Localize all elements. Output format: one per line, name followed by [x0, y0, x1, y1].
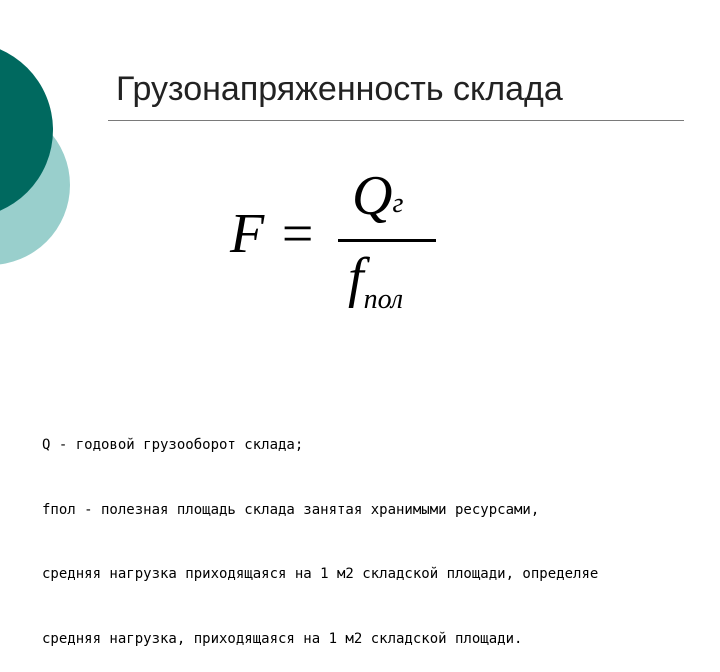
numerator-subscript: г	[392, 188, 404, 219]
note-line: средняя нагрузка приходящаяся на 1 м2 складской площади, определяе	[42, 566, 599, 582]
decorative-circles	[0, 0, 120, 300]
denominator-subscript: пол	[363, 284, 404, 315]
denominator-symbol: f	[348, 247, 364, 309]
formula-lhs: F =	[230, 203, 316, 265]
note-line: Q - годовой грузооборот склада;	[42, 437, 304, 453]
numerator-symbol: Q	[352, 165, 393, 227]
formula-denominator	[348, 247, 404, 315]
fraction-bar	[338, 239, 436, 242]
title-underline	[108, 120, 684, 121]
note-line: средняя нагрузка, приходящаяся на 1 м2 складской площади.	[42, 630, 523, 647]
note-line: fпол - полезная площадь склада занятая хранимыми ресурсами,	[42, 501, 540, 518]
formula-notes	[42, 392, 720, 672]
formula-numerator	[352, 165, 404, 227]
slide-title: Грузонапряженность склада	[116, 70, 563, 108]
